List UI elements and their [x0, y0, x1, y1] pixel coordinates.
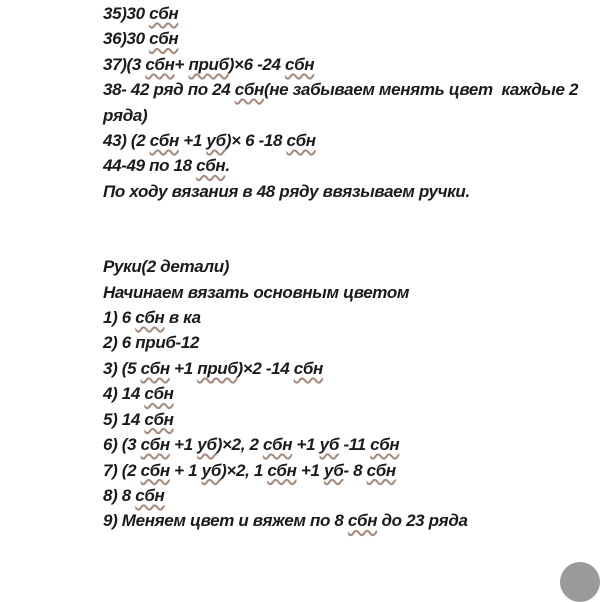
text-segment: +1: [169, 435, 198, 455]
misspelled-word: сбн: [366, 460, 396, 480]
text-segment: +1: [178, 131, 207, 151]
misspelled-word: уб: [323, 460, 344, 480]
misspelled-word: сбн: [144, 384, 174, 404]
text-segment: 43) (2: [103, 131, 150, 151]
pattern-line: [103, 483, 603, 508]
text-segment: )×2 -14: [237, 358, 294, 378]
misspelled-word: сбн: [149, 29, 179, 49]
text-segment: (не забываем менять цвет каждые 2: [263, 80, 579, 100]
misspelled-word: сбн: [286, 131, 316, 151]
text-segment: )× 6 -18: [225, 131, 287, 151]
misspelled-word: приб: [197, 358, 238, 378]
pattern-line: [103, 52, 603, 77]
text-segment: 44-49 по 18: [103, 156, 197, 176]
text-segment: )×2, 1: [221, 460, 268, 480]
text-segment: .: [225, 156, 230, 176]
text-segment: Руки(2 детали): [103, 257, 230, 277]
text-segment: +: [174, 54, 189, 74]
pattern-line: [103, 103, 603, 128]
misspelled-word: уб: [319, 435, 340, 455]
pattern-line: [103, 280, 603, 305]
pattern-line: [103, 432, 603, 457]
pattern-line: [103, 1, 603, 26]
text-segment: + 1: [169, 460, 202, 480]
misspelled-word: уб: [201, 460, 222, 480]
text-segment: +1: [296, 460, 324, 480]
misspelled-word: сбн: [140, 460, 170, 480]
pattern-line: [103, 407, 603, 432]
text-segment: в ка: [164, 308, 201, 328]
avatar[interactable]: [560, 562, 600, 602]
misspelled-word: сбн: [347, 511, 378, 531]
text-segment: По ходу вязания в 48 ряду ввязываем ручки.: [103, 181, 470, 201]
text-segment: 6) (3: [103, 435, 141, 455]
text-segment: 1) 6: [103, 308, 136, 328]
pattern-line: [103, 508, 603, 533]
text-segment: ряда): [103, 105, 148, 125]
misspelled-word: сбн: [135, 485, 165, 505]
text-segment: )×2, 2: [216, 435, 263, 455]
misspelled-word: сбн: [285, 54, 315, 74]
misspelled-word: сбн: [135, 308, 165, 328]
misspelled-word: сбн: [293, 358, 323, 378]
text-segment: +1: [169, 358, 198, 378]
misspelled-word: приб: [188, 54, 229, 74]
misspelled-word: сбн: [145, 54, 175, 74]
pattern-line: [103, 458, 603, 483]
text-segment: - 8: [343, 460, 367, 480]
body-rows-section: [103, 1, 603, 204]
misspelled-word: сбн: [267, 460, 297, 480]
pattern-line: [103, 153, 603, 178]
misspelled-word: сбн: [370, 435, 400, 455]
text-segment: 7) (2: [103, 460, 141, 480]
misspelled-word: сбн: [262, 435, 293, 455]
text-segment: 37)(3: [103, 54, 146, 74]
text-segment: 9) Меняем цвет и вяжем по 8: [103, 511, 348, 531]
text-segment: -11: [339, 435, 371, 455]
pattern-line: [103, 128, 603, 153]
pattern-text: [103, 1, 603, 534]
section-gap: [103, 204, 603, 254]
text-segment: 4) 14: [103, 384, 145, 404]
text-segment: 3) (5: [103, 358, 141, 378]
text-segment: 36)30: [103, 29, 150, 49]
pattern-line: [103, 77, 603, 102]
misspelled-word: уб: [206, 131, 226, 151]
pattern-line: [103, 254, 603, 279]
text-segment: 8) 8: [103, 485, 136, 505]
text-segment: Начинаем вязать основным цветом: [103, 282, 410, 302]
pattern-line: [103, 305, 603, 330]
pattern-line: [103, 330, 603, 355]
misspelled-word: сбн: [140, 358, 170, 378]
misspelled-word: сбн: [149, 131, 179, 151]
misspelled-word: сбн: [140, 435, 170, 455]
text-segment: 38- 42 ряд по 24: [103, 80, 235, 100]
text-segment: +1: [292, 435, 320, 455]
pattern-line: [103, 381, 603, 406]
misspelled-word: сбн: [149, 4, 179, 23]
pattern-line: [103, 26, 603, 51]
pattern-line: [103, 356, 603, 381]
text-segment: до 23 ряда: [377, 511, 468, 531]
misspelled-word: сбн: [234, 80, 264, 100]
text-segment: 5) 14: [103, 409, 145, 429]
text-segment: 35)30: [103, 4, 150, 23]
misspelled-word: сбн: [144, 409, 174, 429]
arms-section: [103, 254, 603, 533]
text-segment: )×6 -24: [228, 54, 286, 74]
pattern-line: [103, 179, 603, 204]
misspelled-word: уб: [197, 435, 217, 455]
text-segment: 2) 6 приб-12: [103, 333, 200, 353]
misspelled-word: сбн: [196, 156, 226, 176]
